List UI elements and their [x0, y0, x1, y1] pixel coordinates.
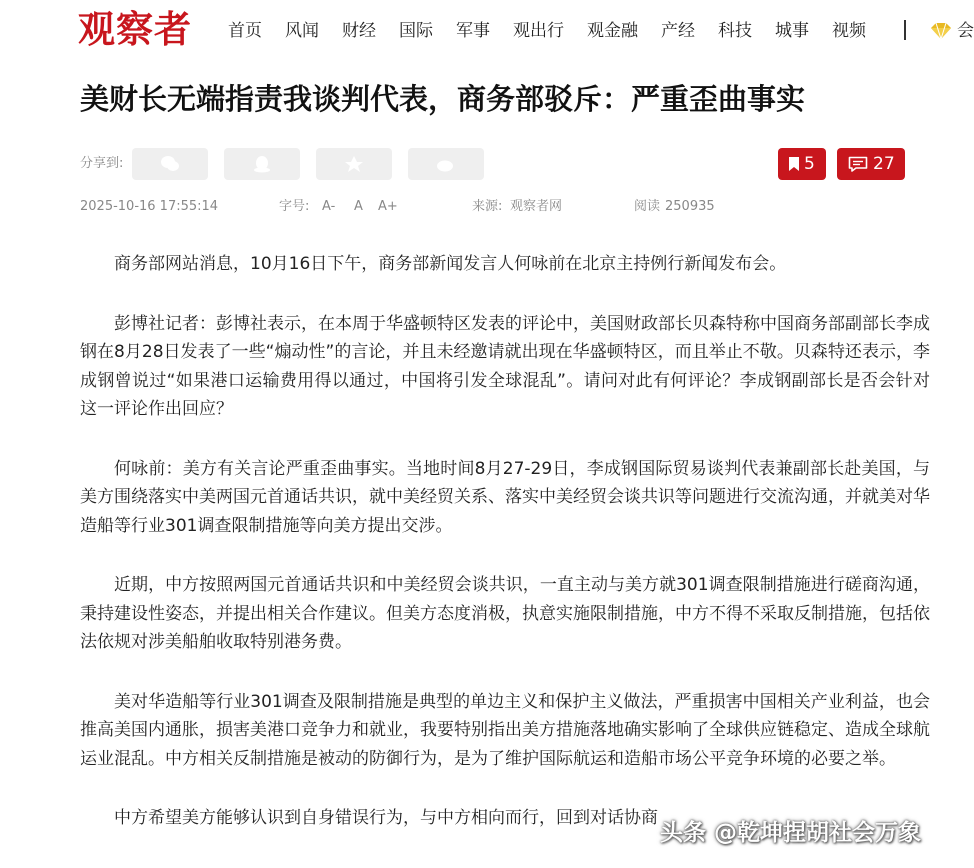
article-paragraph: 中方希望美方能够认识到自身错误行为，与中方相向而行，回到对话协商 — [114, 808, 658, 828]
main-nav — [228, 19, 889, 43]
nav-item-industry[interactable]: 产经 — [661, 21, 695, 41]
source-label: 来源: — [472, 199, 503, 214]
article-paragraph: 何咏前：美方有关言论严重歪曲事实。当地时间8月27-29日，李成钢国际贸易谈判代表兼副部长赴美国，与美方围绕落实中美两国元首通话共识，就中美经贸关系、落实中美经贸会谈共识等问题进行交流沟通，并就美对华造船等行业301调查限制措施等向美方提出交涉。 — [80, 458, 930, 536]
share-wechat-button[interactable] — [132, 148, 208, 180]
nav-item-city[interactable]: 城事 — [775, 21, 809, 41]
article-paragraph: 彭博社记者：彭博社表示，在本周于华盛顿特区发表的评论中，美国财政部长贝森特称中国商务部副部长李成钢在8月28日发表了一些“煽动性”的言论，并且未经邀请就出现在华盛顿特区，而且举止不敬。贝森特还表示，李成钢曾说过“如果港口运输费用得以通过，中国将引发全球混乱”。请问对此有何评论？李成钢副部长是否会针对这一评论作出回应？ — [80, 313, 930, 419]
qq-icon — [252, 155, 272, 173]
article-paragraph: 美对华造船等行业301调查及限制措施是典型的单边主义和保护主义做法，严重损害中国相关产业利益，也会推高美国内通胀，损害美港口竞争力和就业，我要特别指出美方措施落地确实影响了全球供应链稳定、造成全球航运业混乱。中方相关反制措施是被动的防御行为，是为了维护国际航运和造船市场公平竞争环境的必要之举。 — [80, 691, 930, 769]
share-qzone-button[interactable] — [316, 148, 392, 180]
article-paragraph: 近期，中方按照两国元首通话共识和中美经贸会谈共识，一直主动与美方就301调查限制措施进行磋商沟通，秉持建设性姿态，并提出相关合作建议。但美方态度消极，执意实施限制措施，中方不得不采取反制措施，包括依法依规对涉美船舶收取特别港务费。 — [80, 575, 930, 652]
nav-item-fengwen[interactable]: 风闻 — [285, 21, 319, 41]
comment-icon — [848, 156, 868, 172]
nav-item-tech[interactable]: 科技 — [718, 21, 752, 41]
top-navigation-bar — [0, 0, 974, 62]
source-link[interactable]: 观察者网 — [510, 199, 563, 214]
share-qq-button[interactable] — [224, 148, 300, 180]
comment-count: 27 — [873, 154, 895, 174]
nav-divider — [904, 20, 906, 40]
nav-item-video[interactable]: 视频 — [832, 21, 866, 41]
bookmark-button[interactable] — [778, 148, 826, 180]
nav-item-finance[interactable]: 财经 — [342, 21, 376, 41]
share-label: 分享到: — [80, 156, 124, 171]
article-title: 美财长无端指责我谈判代表，商务部驳斥：严重歪曲事实 — [80, 82, 806, 116]
qzone-icon — [344, 155, 364, 173]
article-paragraph: 商务部网站消息，10月16日下午，商务部新闻发言人何咏前在北京主持例行新闻发布会。 — [114, 254, 787, 274]
bookmark-count: 5 — [804, 154, 815, 174]
weibo-icon — [436, 155, 456, 173]
font-smaller-button[interactable]: A- — [322, 199, 336, 214]
font-larger-button[interactable]: A+ — [378, 199, 398, 214]
vip-diamond-icon[interactable] — [930, 22, 952, 40]
share-weibo-button[interactable] — [408, 148, 484, 180]
wechat-icon — [160, 155, 180, 173]
watermark: 头条 @乾坤捏胡社会万象 — [660, 820, 922, 846]
article-body — [80, 250, 930, 864]
nav-item-home[interactable]: 首页 — [228, 21, 262, 41]
publish-datetime: 2025-10-16 17:55:14 — [80, 199, 219, 214]
nav-item-international[interactable]: 国际 — [399, 21, 433, 41]
vip-label[interactable]: 会 — [957, 21, 974, 41]
comment-button[interactable] — [837, 148, 905, 180]
nav-item-travel[interactable]: 观出行 — [513, 21, 564, 41]
reads-label: 阅读 — [634, 199, 661, 214]
site-logo[interactable]: 观察者 — [78, 8, 192, 51]
nav-item-military[interactable]: 军事 — [456, 21, 490, 41]
nav-item-fintech[interactable]: 观金融 — [587, 21, 638, 41]
font-normal-button[interactable]: A — [354, 199, 363, 214]
reads-count: 250935 — [665, 199, 715, 214]
font-size-label: 字号: — [279, 199, 310, 214]
bookmark-icon — [788, 156, 800, 172]
